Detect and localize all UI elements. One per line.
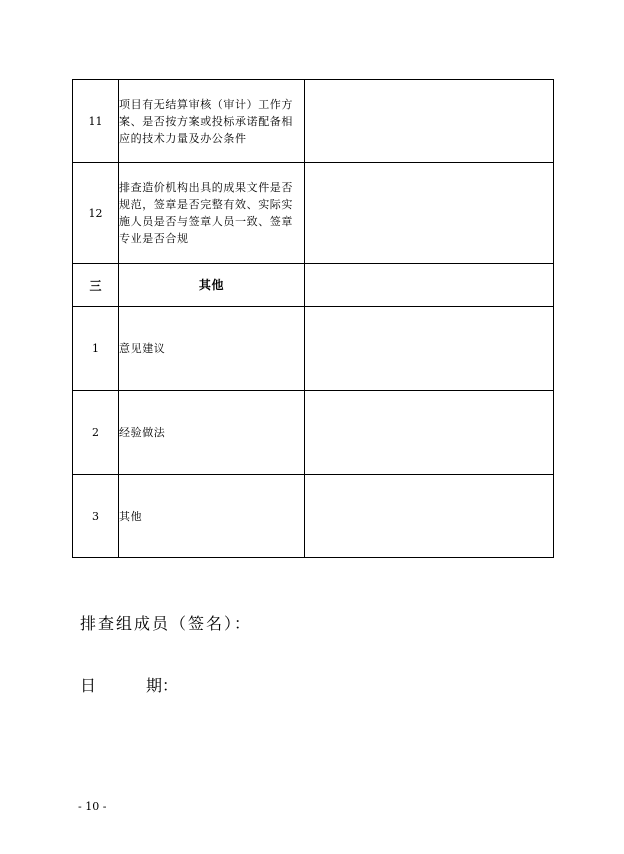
table-row	[73, 391, 554, 475]
row-description: 意见建议	[119, 307, 305, 391]
row-blank-cell[interactable]	[305, 391, 554, 475]
section-number: 三	[73, 264, 119, 307]
row-blank-cell[interactable]	[305, 80, 554, 163]
date-label-first: 日	[80, 676, 97, 695]
section-row	[73, 264, 554, 307]
row-description: 其他	[119, 475, 305, 558]
inspection-table	[72, 79, 554, 558]
date-label-second: 期：	[146, 676, 179, 695]
row-blank-cell[interactable]	[305, 307, 554, 391]
section-title: 其他	[119, 264, 305, 307]
table-row	[73, 475, 554, 558]
table-row	[73, 80, 554, 163]
row-number: 11	[73, 80, 119, 163]
row-number: 12	[73, 163, 119, 264]
row-number: 1	[73, 307, 119, 391]
row-blank-cell[interactable]	[305, 475, 554, 558]
row-description: 经验做法	[119, 391, 305, 475]
row-number: 2	[73, 391, 119, 475]
row-description: 排查造价机构出具的成果文件是否规范，签章是否完整有效、实际实施人员是否与签章人员一致、签章专业是否合规	[119, 163, 305, 264]
row-number: 3	[73, 475, 119, 558]
row-blank-cell[interactable]	[305, 264, 554, 307]
table-row	[73, 307, 554, 391]
page-number: - 10 -	[78, 800, 107, 813]
signature-label: 排查组成员（签名）：	[80, 614, 253, 633]
date-line	[80, 673, 178, 696]
row-description: 项目有无结算审核（审计）工作方案、是否按方案或投标承诺配备相应的技术力量及办公条件	[119, 80, 305, 163]
table-row	[73, 163, 554, 264]
row-blank-cell[interactable]	[305, 163, 554, 264]
